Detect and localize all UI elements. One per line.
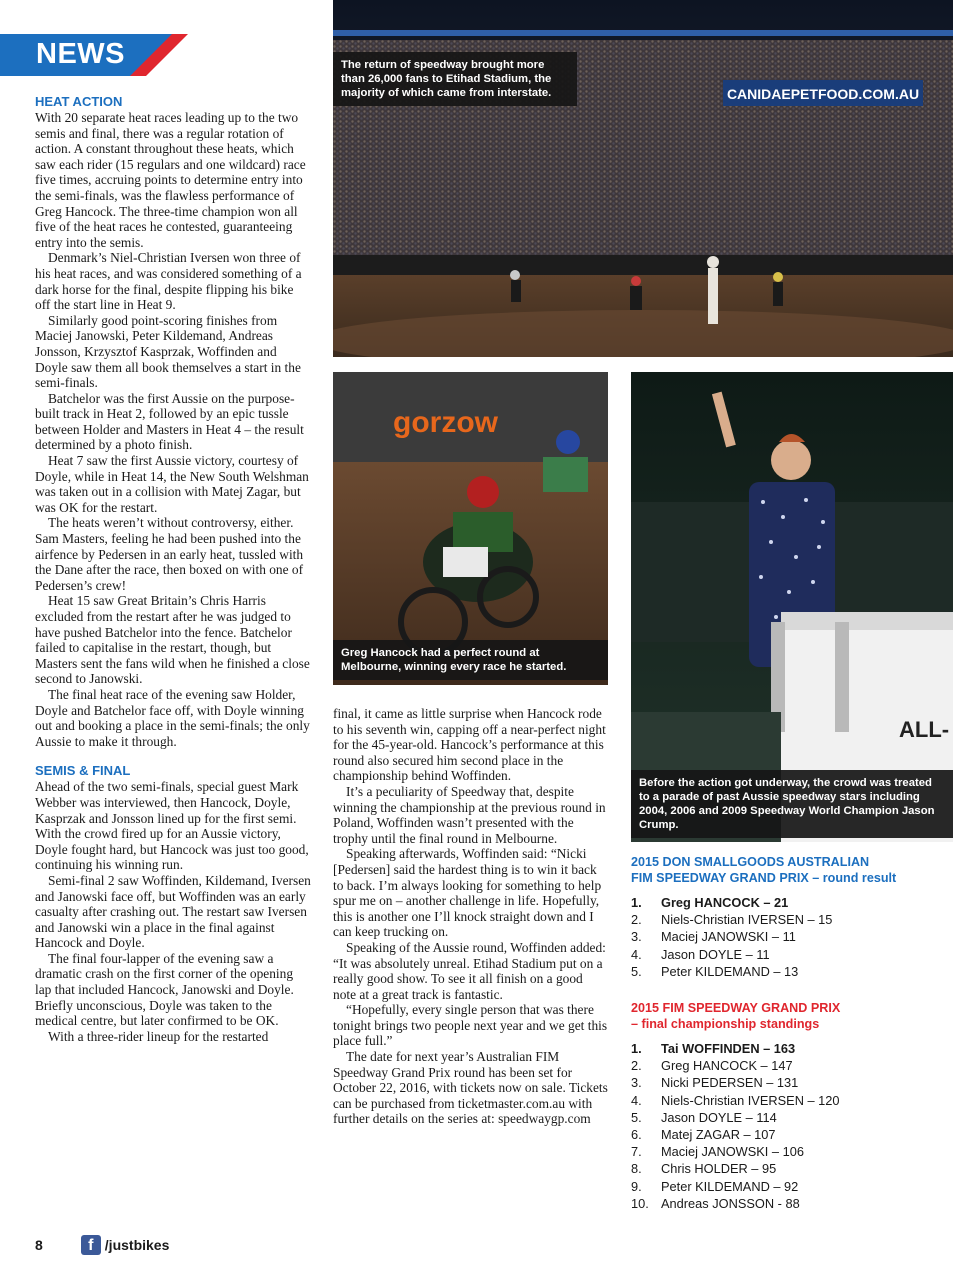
championship-standings [631,1000,931,1212]
body-paragraph: Denmark’s Niel-Christian Iversen won three of his heat races, and was considered something of a dark horse for the final, despite flipping his bike off the start line in Heat 9. [35,250,302,313]
result-row [631,911,931,928]
result-rider: Jason DOYLE – 114 [661,1109,777,1125]
race-photo-art [333,372,608,685]
result-row [631,894,931,911]
body-paragraph: With a three-rider lineup for the restarted [48,1028,269,1044]
result-rider: Maciej JANOWSKI – 11 [661,929,796,945]
article-column-2 [333,706,609,1127]
result-rider: Peter KILDEMAND – 92 [661,1178,799,1194]
page-footer [35,1233,169,1257]
result-row [631,1092,931,1109]
result-row [631,1126,931,1143]
body-paragraph: Speaking of the Aussie round, Woffinden added: “It was absolutely unreal. Etihad Stadium put on a really good show. To see it all finish on a good note at a great track is fantastic. [333,939,606,1002]
body-paragraph: final, it came as little surprise when Hancock rode to his seventh win, capping off a near-perfect night for the 45-year-old. Hancock’s performance at this round also secured him second place in the championship behind Woffinden. [333,706,606,784]
result-row [631,946,931,963]
truck-lettering: ALL- [899,717,950,742]
result-position: 7. [631,1144,642,1160]
result-row [631,928,931,945]
stadium-photo [333,0,953,357]
result-row [631,1074,931,1091]
race-photo [333,372,608,685]
body-paragraph: The final heat race of the evening saw Holder, Doyle and Batchelor face off, with Doyle winning out and booking a place in the semi-finals; the only Aussie to make it through. [35,686,310,749]
standings-title-1: 2015 FIM SPEEDWAY GRAND PRIX [631,1001,841,1016]
stadium-sponsor-sign: CANIDAEPETFOOD.COM.AU [726,86,920,102]
result-position: 1. [631,1041,642,1057]
article-column-1 [35,94,311,1044]
body-paragraph: Batchelor was the first Aussie on the purpose-built track in Heat 2, followed by an epic tussle between Holder and Masters in Heat 4 – the result determined by a photo finish. [35,390,304,453]
body-paragraph: Heat 15 saw Great Britain’s Chris Harris excluded from the restart after he was judged to have pushed Batchelor into the fence. Batchelor failed to capitalise in the restart, though, but Masters sent the fans wild when he finished a close second to Janowski. [35,593,310,687]
body-paragraph: It’s a peculiarity of Speedway that, despite winning the championship at the previous round in Poland, Woffinden wasn’t presented with the trophy until the final round in Melbourne. [333,783,606,846]
result-position: 4. [631,946,642,962]
result-row [631,1160,931,1177]
result-rider: Jason DOYLE – 11 [661,946,770,962]
facebook-icon[interactable]: f [81,1235,101,1255]
result-row [631,1178,931,1195]
result-position: 10. [631,1195,649,1211]
result-position: 9. [631,1178,642,1194]
body-paragraph: The heats weren’t without controversy, either. Sam Masters, feeling he had been pushed into the airfence by Pedersen in an early heat, tussled with the Dane after the race, then boxed on with one of Pedersen’s crew! [35,515,304,593]
result-rider: Tai WOFFINDEN – 163 [661,1041,796,1057]
body-paragraph: Semi-final 2 saw Woffinden, Kildemand, Iversen and Janowski face off, but Woffinden was an early casualty after crashing out. The restart saw Iversen and Janowski win a place in the final against Hancock and Doyle. [35,872,311,951]
social-handle[interactable]: /justbikes [104,1237,170,1253]
result-position: 8. [631,1161,642,1177]
section-title: NEWS [36,38,125,70]
body-paragraph: Similarly good point-scoring finishes from Maciej Janowski, Peter Kildemand, Andreas Jonsson, Krzysztof Kasprzak, Woffinden and Doyle saw them all book themselves a start in the semi-finals. [35,312,301,391]
round-result-list [631,894,931,980]
section-banner [0,34,188,76]
result-rider: Greg HANCOCK – 21 [661,895,789,910]
result-position: 2. [631,1058,642,1074]
body-paragraph: The final four-lapper of the evening saw a dramatic crash on the first corner of the opening lap that included Hancock, Janowski and Doyle. Briefly unconscious, Doyle was taken to the medical centre, but later confirmed to be OK. [35,950,294,1029]
section-heading: HEAT ACTION [35,94,123,109]
result-rider: Maciej JANOWSKI – 106 [661,1144,804,1160]
round-result-title-1: 2015 DON SMALLGOODS AUSTRALIAN [631,855,870,869]
standings-title-2: – final championship standings [631,1017,820,1032]
body-paragraph: The date for next year’s Australian FIM Speedway Grand Prix round has been set for October 22, 2016, with tickets now on sale. Tickets can be purchased from ticketmaster.com.au with further details on the series at: speedwaygp.com [333,1049,608,1127]
round-result-title-2: FIM SPEEDWAY GRAND PRIX – round result [631,871,897,885]
race-banner-text: gorzow [393,406,498,439]
result-position: 6. [631,1127,642,1143]
round-result [631,854,931,980]
result-row [631,1143,931,1160]
result-row [631,1040,931,1057]
race-caption: Greg Hancock had a perfect round at Melbourne, winning every race he started. [333,640,608,680]
parade-photo [631,372,953,842]
result-rider: Chris HOLDER – 95 [661,1161,777,1177]
body-paragraph: Speaking afterwards, Woffinden said: “Nicki [Pedersen] said the hardest thing is to win it back to back. I’m always looking for something to help spur me on – another challenge in life. Hopefully, this is another one I’ll knock straight down and I can keep trucking on. [333,846,602,940]
result-row [631,1109,931,1126]
result-position: 2. [631,912,642,928]
result-rider: Niels-Christian IVERSEN – 15 [661,912,833,928]
page-number: 8 [35,1237,43,1253]
result-rider: Peter KILDEMAND – 13 [661,963,799,979]
result-rider: Matej ZAGAR – 107 [661,1127,776,1143]
result-position: 3. [631,1075,642,1091]
body-paragraph: “Hopefully, every single person that was there tonight brings two people next year and we get this place full.” [333,1002,608,1049]
stadium-caption: The return of speedway brought more than 26,000 fans to Etihad Stadium, the majority of which came from interstate. [333,52,577,106]
parade-caption: Before the action got underway, the crowd was treated to a parade of past Aussie speedway stars including 2004, 2006 and 2009 Speedway World Champion Jason Crump. [631,770,953,838]
result-position: 5. [631,1109,642,1125]
result-row [631,1057,931,1074]
results-panel [631,854,931,1212]
section-heading: SEMIS & FINAL [35,763,131,779]
body-paragraph: Heat 7 saw the first Aussie victory, courtesy of Doyle, while in Heat 14, the New South Welshman was taken out in a collision with Matej Zagar, but was OK for the restart. [35,453,309,515]
result-position: 1. [631,895,642,910]
result-position: 3. [631,929,642,945]
result-rider: Niels-Christian IVERSEN – 120 [661,1092,840,1108]
body-paragraph: With 20 separate heat races leading up to the two semis and final, there was a regular rotation of action. A constant throughout these heats, which saw each rider (15 regulars and one wildcard) race five times, accruing points to determine entry into the semi-finals, was the flawless performance of Greg Hancock. The three-time champion won all five of the heat races he contested, guaranteeing entry into the semis. [35,110,306,250]
body-paragraph: Ahead of the two semi-finals, special guest Mark Webber was interviewed, then Hancock, Doyle, Kasprzak and Jonsson lined up for the first semi. With the crowd fired up for an Aussie victory, Doyle fought hard, but Hancock was just too good, continuing his winning run. [35,779,309,873]
result-position: 5. [631,963,642,979]
result-rider: Nicki PEDERSEN – 131 [661,1075,799,1091]
result-position: 4. [631,1092,642,1108]
result-row [631,1195,931,1212]
standings-list [631,1040,931,1212]
result-row [631,963,931,980]
result-rider: Andreas JONSSON - 88 [661,1195,800,1211]
result-rider: Greg HANCOCK – 147 [661,1058,793,1074]
